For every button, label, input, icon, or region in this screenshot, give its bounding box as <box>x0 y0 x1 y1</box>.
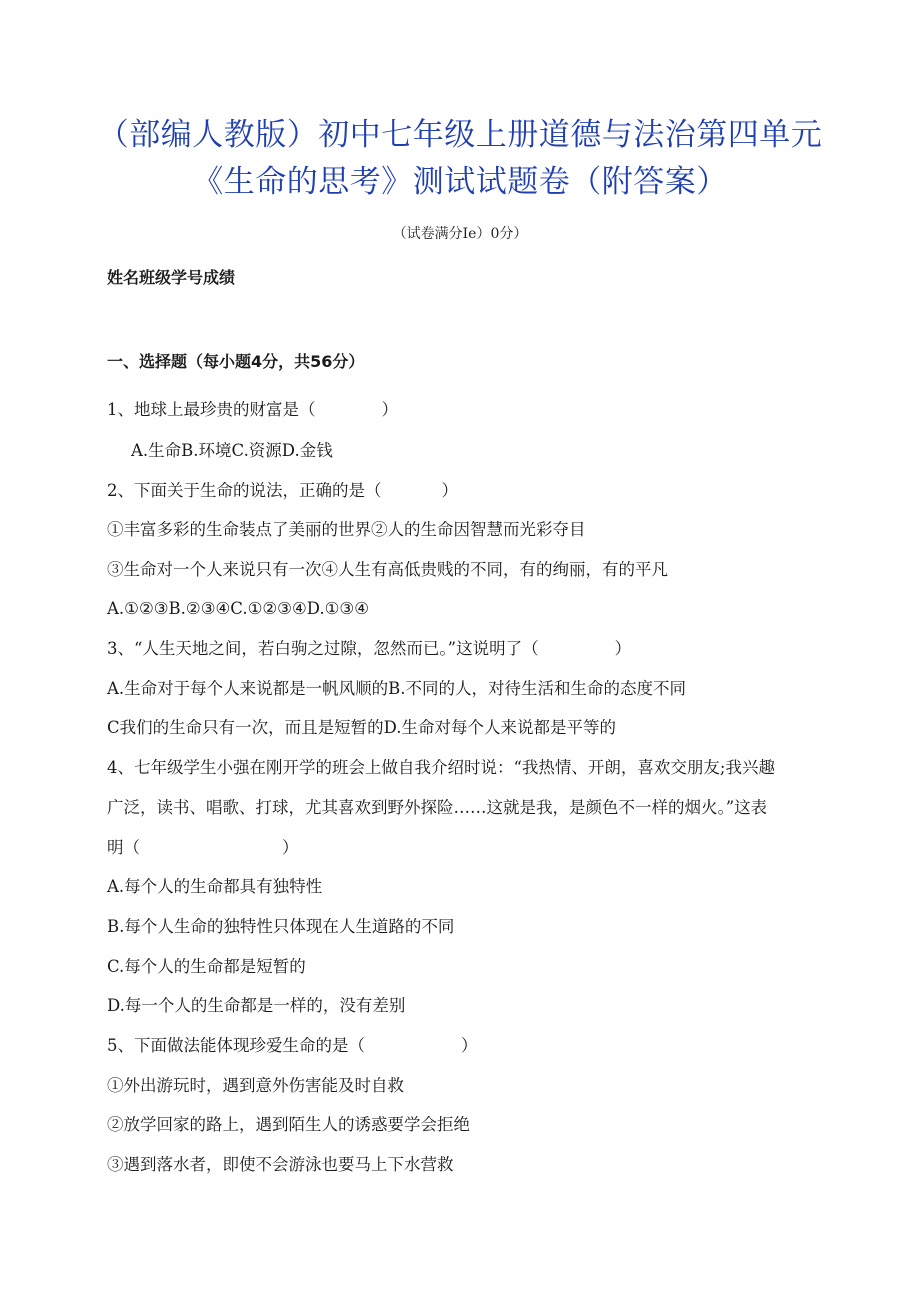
question-3-options-2: C我们的生命只有一次，而且是短暂的D.生命对每个人来说都是平等的 <box>107 718 617 737</box>
question-5-close: ） <box>461 1036 478 1055</box>
question-1-stem <box>107 398 398 422</box>
question-2-stem <box>107 479 458 503</box>
score-note: （试卷满分Ie）0分） <box>392 226 528 242</box>
question-5-statement-1: ①外出游玩时，遇到意外伤害能及时自救 <box>107 1076 404 1095</box>
question-3-text: 3、“人生天地之间，若白驹之过隙，忽然而已。”这说明了（ <box>107 639 539 658</box>
question-2-options: A.①②③B.②③④C.①②③④D.①③④ <box>107 599 369 618</box>
question-5-statement-2: ②放学回家的路上，遇到陌生人的诱惑要学会拒绝 <box>107 1115 470 1134</box>
question-4-stem-line-2: 广泛，读书、唱歌、打球，尤其喜欢到野外探险……这就是我，是颜色不一样的烟火。”这表 <box>107 798 768 817</box>
question-1-options: A.生命B.环境C.资源D.金钱 <box>131 441 333 460</box>
question-5-statement-3: ③遇到落水者，即使不会游泳也要马上下水营救 <box>107 1155 454 1174</box>
question-2-statement-1: ①丰富多彩的生命装点了美丽的世界②人的生命因智慧而光彩夺目 <box>107 520 586 539</box>
question-3-stem <box>107 637 631 661</box>
question-4-option-b: B.每个人生命的独特性只体现在人生道路的不同 <box>107 917 455 936</box>
question-1-close: ） <box>381 400 398 419</box>
question-4-option-d: D.每一个人的生命都是一样的，没有差别 <box>107 996 406 1015</box>
question-4-option-c: C.每个人的生命都是短暂的 <box>107 957 306 976</box>
question-5-stem <box>107 1034 478 1058</box>
question-3-close: ） <box>614 639 632 658</box>
document-title-line-1: （部编人教版）初中七年级上册道德与法治第四单元 <box>97 117 823 153</box>
document-title-line-2: 《生命的思考》测试试题卷（附答案） <box>192 164 728 200</box>
question-4-stem-line-3 <box>107 836 299 860</box>
question-2-text: 2、下面关于生命的说法，正确的是（ <box>107 481 382 500</box>
question-2-statement-2: ③生命对一个人来说只有一次④人生有高低贵贱的不同，有的绚丽，有的平凡 <box>107 560 668 579</box>
question-4-stem-line-1: 4、七年级学生小强在刚开学的班会上做自我介绍时说：“我热情、开朗，喜欢交朋友;我兴趣 <box>107 758 775 777</box>
question-2-close: ） <box>441 481 458 500</box>
question-4-option-a: A.每个人的生命都具有独特性 <box>107 877 323 896</box>
question-4-text: 明（ <box>107 838 140 857</box>
question-5-text: 5、下面做法能体现珍爱生命的是（ <box>107 1036 365 1055</box>
question-4-close: ） <box>282 838 299 857</box>
question-1-text: 1、地球上最珍贵的财富是（ <box>107 400 316 419</box>
student-info-line: 姓名班级学号成绩 <box>107 268 236 287</box>
question-3-options-1: A.生命对于每个人来说都是一帆风顺的B.不同的人，对待生活和生命的态度不同 <box>107 679 687 698</box>
section-heading: 一、选择题（每小题4分，共56分） <box>107 352 365 371</box>
